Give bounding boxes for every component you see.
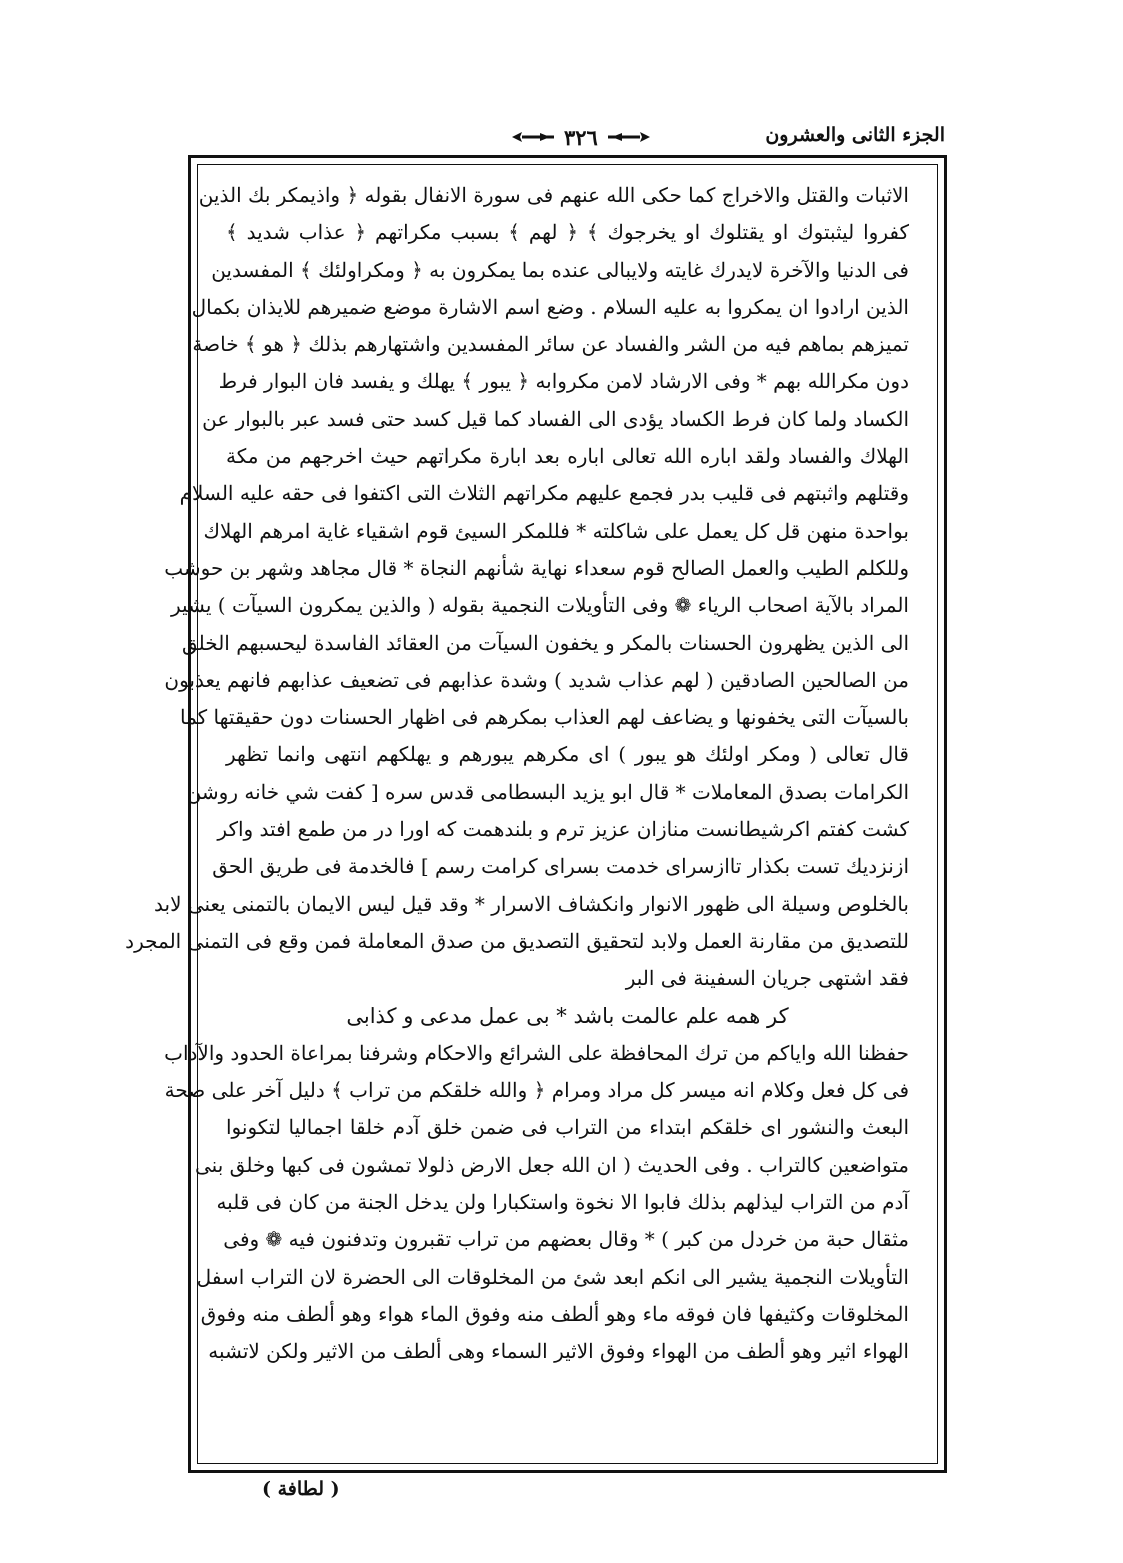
page-header — [190, 122, 945, 156]
page-number: ٣٢٦ — [564, 124, 598, 150]
text-line: وللكلم الطيب والعمل الصالح قوم سعداء نهاية شأنهم النجاة * قال مجاهد وشهر بن حوشب — [164, 555, 909, 580]
text-line: الهواء اثير وهو ألطف من الهواء وفوق الاثير السماء وهى ألطف من الاثير ولكن لاتشبه — [208, 1339, 909, 1364]
text-line: متواضعين كالتراب . وفى الحديث ( ان الله جعل الارض ذلولا تمشون فى كبها وخلق بنى — [195, 1152, 909, 1177]
text-line: تميزهم بماهم فيه من الشر والفساد عن سائر المفسدين واشتهارهم بذلك ﴿ هو ﴾ خاصة — [192, 332, 909, 357]
text-frame-inner — [125, 164, 938, 1464]
text-line: للتصديق من مقارنة العمل ولابد لتحقيق التصديق من صدق المعاملة فمن وقع فى التمنى المجرد — [125, 928, 909, 953]
text-line: بواحدة منهن قل كل يعمل على شاكلته * فللمكر السيئ قوم اشقياء غاية امرهم الهلاك — [203, 518, 909, 543]
text-line: الاثبات والقتل والاخراج كما حكى الله عنهم فى سورة الانفال بقوله ﴿ واذيمكر بك الذين — [198, 183, 909, 207]
text-frame — [125, 155, 947, 1473]
catchword: ( لطافة ) — [262, 1478, 340, 1500]
text-line: الكساد ولما كان فرط الكساد يؤدى الى الفساد كما قيل كسد حتى فسد عبر بالبوار عن — [202, 406, 909, 431]
main-text — [125, 177, 909, 1371]
text-line: فى كل فعل وكلام انه ميسر كل مراد ومرام ﴿ والله خلقكم من تراب ﴾ دليل آخر على صحة — [164, 1078, 909, 1103]
text-line: فى الدنيا والآخرة لايدرك غايته ولايبالى عنده بما يمكرون به ﴿ ومكراولئك ﴾ المفسدين — [211, 257, 909, 282]
text-line: البعث والنشور اى خلقكم ابتداء من التراب فى ضمن خلق آدم خلقا اجماليا لتكونوا — [226, 1115, 909, 1140]
text-line: المراد بالآية اصحاب الرياء ❁ وفى التأويلات النجمية بقوله ( والذين يمكرون السيآت ) يشير — [170, 593, 909, 618]
text-line: قال تعالى ( ومكر اولئك هو يبور ) اى مكرهم يبورهم و يهلكهم انتهى وانما تظهر — [226, 742, 909, 767]
text-line: كشت كفتم اكرشيطانست منازان عزيز ترم و بلندهمت كه اورا در من طمع افتد واكر — [217, 817, 909, 842]
text-line: بالسيآت التى يخفونها و يضاعف لهم العذاب بمكرهم فى اظهار الحسنات دون حقيقتها كما — [180, 705, 909, 730]
text-line: وقتلهم واثبتهم فى قليب بدر فجمع عليهم مكراتهم الثلاث التى اكتفوا فى حقه عليه السلام — [179, 481, 909, 506]
text-line: من الصالحين الصادقين ( لهم عذاب شديد ) وشدة عذابهم فى تضعيف عذابهم فانهم يعذبون — [164, 667, 909, 692]
text-line: الكرامات بصدق المعاملات * قال ابو يزيد البسطامى قدس سره [ كفت شي خانه روشن — [186, 779, 909, 804]
text-line: الهلاك والفساد ولقد اباره الله تعالى اباره بعد ابارة مكراتهم حيث اخرجهم من مكة — [226, 444, 909, 469]
text-line: الذين ارادوا ان يمكروا به عليه السلام . وضع اسم الاشارة موضع ضميرهم للايذان بكمال — [191, 294, 909, 319]
text-line: كفروا ليثبتوك او يقتلوك او يخرجوك ﴾ ﴿ لهم ﴾ بسبب مكراتهم ﴿ عذاب شديد ﴾ — [226, 220, 909, 245]
right-ornament-icon — [606, 131, 652, 143]
text-line: المخلوقات وكثيفها فان فوقه ماء وهو ألطف منه وفوق الماء هواء وهو ألطف منه وفوق — [200, 1301, 909, 1326]
text-line: التأويلات النجمية يشير الى انكم ابعد شئ من المخلوقات الى الحضرة لان التراب اسفل — [196, 1264, 909, 1289]
text-line: ازنزديك تست بكذار تاازسراى خدمت بسراى كرامت رسم ] فالخدمة فى طريق الحق — [212, 854, 909, 879]
text-line: بالخلوص وسيلة الى ظهور الانوار وانكشاف الاسرار * وقد قيل ليس الايمان بالتمنى يعنى لابد — [154, 891, 909, 916]
text-line: مثقال حبة من خردل من كبر ) * وقال بعضهم من تراب تقبرون وتدفنون فيه ❁ وفى — [223, 1227, 909, 1252]
left-ornament-icon — [510, 131, 556, 143]
text-line: الى الذين يظهرون الحسنات بالمكر و يخفون السيآت من العقائد الفاسدة ليحسبهم الخلق — [181, 630, 909, 655]
text-line: آدم من التراب ليذلهم بذلك فابوا الا نخوة واستكبارا ولن يدخل الجنة من كان فى قلبه — [216, 1190, 909, 1215]
verse-line: كر همه علم عالمت باشد * بى عمل مدعى و كذابى — [346, 1003, 789, 1028]
juz-label: الجزء الثانى والعشرون — [765, 124, 945, 146]
text-line: حفظنا الله واياكم من ترك المحافظة على الشرائع والاحكام وشرفنا بمراعاة الحدود والآداب — [164, 1040, 909, 1065]
page-number-group — [510, 122, 652, 152]
text-line: دون مكرالله بهم * وفى الارشاد لامن مكروابه ﴿ يبور ﴾ يهلك و يفسد فان البوار فرط — [218, 369, 909, 394]
text-line: فقد اشتهى جريان السفينة فى البر — [625, 966, 909, 991]
